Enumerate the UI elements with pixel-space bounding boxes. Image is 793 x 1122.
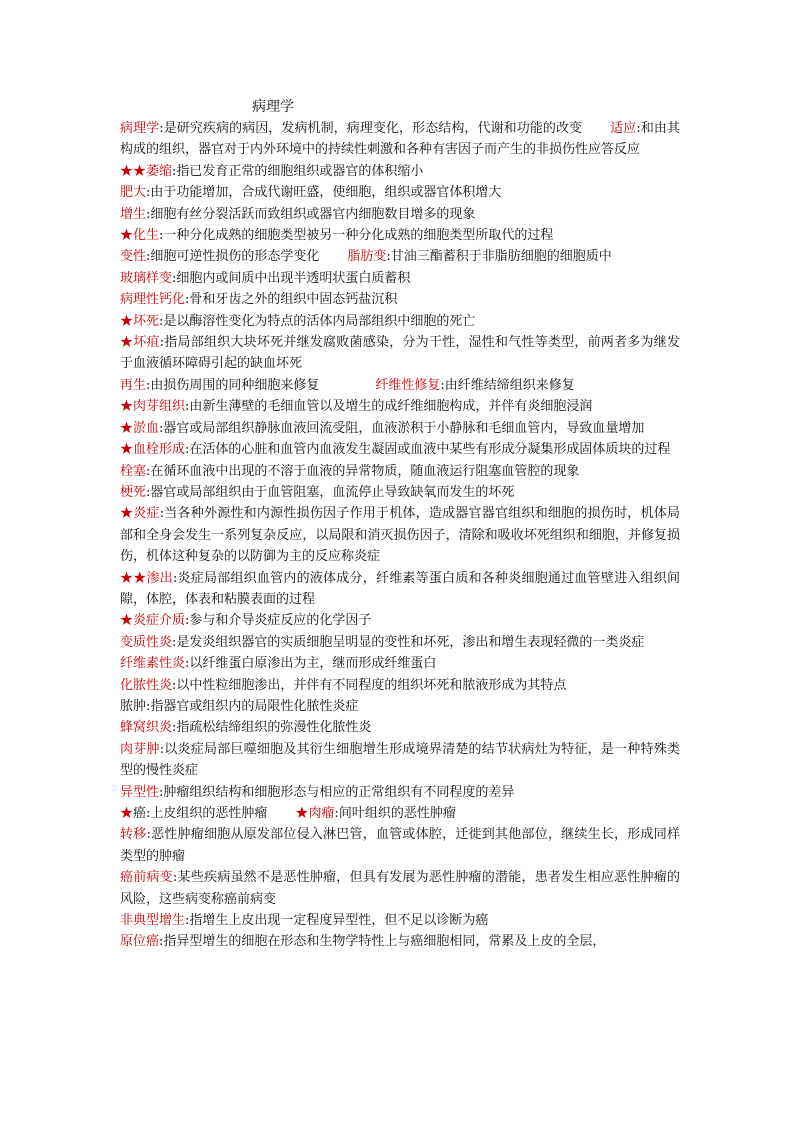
definition: :是研究疾病的病因，发病机制，病理变化，形态结构，代谢和功能的改变 (159, 121, 583, 136)
term: 蜂窝织炎 (120, 720, 173, 736)
term: 化生 (133, 228, 160, 244)
term: 梗死 (120, 484, 147, 500)
definition: :由新生薄壁的毛细血管以及增生的成纤维细胞构成，并伴有炎细胞浸润 (185, 399, 593, 415)
term: 异型性 (120, 784, 160, 800)
definition: :以纤维蛋白原渗出为主，继而形成纤维蛋白 (185, 656, 437, 672)
term: 萎缩 (146, 163, 173, 179)
term: 淤血 (133, 420, 160, 436)
term: 肉芽组织 (133, 399, 186, 415)
term: 血栓形成 (133, 442, 186, 458)
definition: :恶性肿瘤细胞从原发部位侵入淋巴管，血管或体腔，迁徙到其他部位，继续生长，形成同样类型的肿瘤 (120, 827, 680, 864)
term: 肉瘤 (308, 806, 335, 821)
definition: :细胞有丝分裂活跃而致组织或器官内细胞数目增多的现象 (146, 206, 476, 222)
term: 坏死 (133, 313, 160, 329)
list-item (120, 204, 680, 225)
list-item (120, 182, 680, 203)
star-mark: ★ (120, 420, 134, 436)
term: 玻璃样变 (120, 270, 173, 286)
list-item (120, 375, 680, 396)
star-mark: ★★ (120, 570, 147, 586)
definition: :器官或局部组织静脉血液回流受阻，血液淤积于小静脉和毛细血管内，导致血量增加 (159, 420, 645, 436)
list-item (120, 931, 680, 952)
definition: :甘油三酯蓄积于非脂肪细胞的细胞质中 (386, 249, 612, 265)
list-item (120, 568, 680, 611)
star-mark: ★ (120, 335, 134, 351)
definition: :骨和牙齿之外的组织中固态钙盐沉积 (185, 292, 398, 308)
list-item (120, 246, 680, 267)
list-item (120, 675, 680, 696)
star-mark: ★ (120, 228, 134, 244)
definition: :是发炎组织器官的实质细胞呈明显的变性和坏死，渗出和增生表现轻微的一类炎症 (172, 634, 645, 650)
document-page (120, 96, 680, 953)
definition: :某些疾病虽然不是恶性肿瘤，但具有发展为恶性肿瘤的潜能，患者发生相应恶性肿瘤的风险，这些病变称癌前病变 (120, 870, 680, 907)
term: 肥大 (120, 185, 147, 201)
term: 脓肿 (120, 698, 147, 714)
star-mark: ★ (120, 399, 134, 415)
definition: :在循环血液中出现的不溶于血液的异常物质，随血液运行阻塞血管腔的现象 (146, 463, 580, 479)
list-item (120, 739, 680, 782)
term: 变质性炎 (120, 634, 173, 650)
list-item (120, 503, 680, 567)
star-mark: ★★ (120, 163, 147, 179)
term: 病理性钙化 (120, 292, 186, 308)
definition: :由损伤周围的同种细胞来修复 (146, 377, 320, 393)
star-mark: ★ (120, 806, 134, 821)
definition: :指增生上皮出现一定程度异型性，但不足以诊断为癌 (185, 913, 489, 929)
term: 癌前病变 (120, 870, 173, 886)
definition: :指已发育正常的细胞组织或器官的体积缩小 (172, 163, 424, 179)
star-mark: ★ (120, 442, 134, 458)
list-item (120, 289, 680, 310)
star-mark: ★ (120, 506, 134, 522)
list-item (120, 332, 680, 375)
definition: :指疏松结缔组织的弥漫性化脓性炎 (172, 720, 372, 736)
term: 原位癌 (120, 934, 160, 950)
term: 坏疽 (133, 335, 160, 351)
definition: :细胞内或间质中出现半透明状蛋白质蓄积 (172, 270, 411, 286)
star-mark: ★ (295, 806, 309, 821)
definition: :以炎症局部巨噬细胞及其衍生细胞增生形成境界清楚的结节状病灶为特征，是一种特殊类型的慢性炎症 (120, 741, 680, 779)
term: 纤维性修复 (375, 377, 441, 393)
list-item (120, 418, 680, 439)
list-item (120, 396, 680, 417)
list-item (120, 268, 680, 289)
term: 栓塞 (120, 463, 147, 479)
definition: :指局部组织大块坏死并继发腐败菌感染，分为干性，湿性和气性等类型，前两者多为继发于血液循环障碍引起的缺血坏死 (120, 335, 680, 372)
list-item (120, 867, 680, 910)
term: 变性 (120, 249, 147, 265)
definition: :器官或局部组织由于血管阻塞，血流停止导致缺氧而发生的坏死 (146, 484, 515, 500)
definition: :炎症局部组织血管内的液体成分，纤维素等蛋白质和各种炎细胞通过血管壁进入组织间隙，体腔，体表和粘膜表面的过程 (120, 570, 680, 607)
term: 纤维素性炎 (120, 656, 186, 672)
term: 炎症 (133, 506, 160, 522)
list-item (120, 803, 680, 824)
term: 非典型增生 (120, 913, 186, 929)
term: 炎症介质 (133, 613, 186, 629)
definition: :指异型增生的细胞在形态和生物学特性上与癌细胞相同，常累及上皮的全层， (159, 934, 606, 950)
list-item (120, 610, 680, 631)
definition: :当各种外源性和内源性损伤因子作用于机体，造成器官器官组织和细胞的损伤时，机体局部和全身会发生一系列复杂反应，以局限和消灭损伤因子，清除和吸收坏死组织和细胞，并修复损伤，机体这种复杂的以防御为主的反应称炎症 (120, 506, 680, 565)
definition: :指器官或组织内的局限性化脓性炎症 (146, 698, 359, 714)
list-item (120, 910, 680, 931)
definition: :以中性粒细胞渗出，并伴有不同程度的组织坏死和脓液形成为其特点 (172, 677, 567, 693)
term: 转移 (120, 827, 147, 843)
definition: :肿瘤组织结构和细胞形态与相应的正常组织有不同程度的差异 (159, 784, 515, 800)
term: 癌 (133, 806, 147, 821)
definition: :和由其构成的组织，器官对于内外环境中的持续性刺激和各种有害因子而产生的非损伤性应答反应 (120, 121, 680, 158)
term: 肉芽肿 (120, 741, 160, 757)
term: 渗出 (146, 570, 173, 586)
term: 化脓性炎 (120, 677, 173, 693)
list-item (120, 311, 680, 332)
definition: :在活体的心脏和血管内血液发生凝固或血液中某些有形成分凝集形成固体质块的过程 (185, 442, 671, 458)
definition: :是以酶溶性变化为特点的活体内局部组织中细胞的死亡 (159, 313, 476, 329)
definition: :参与和介导炎症反应的化学因子 (185, 613, 372, 629)
list-item (120, 824, 680, 867)
list-item (120, 461, 680, 482)
list-item (120, 482, 680, 503)
list-item (120, 782, 680, 803)
definition: :一种分化成熟的细胞类型被另一种分化成熟的细胞类型所取代的过程 (159, 228, 554, 244)
list-item (120, 717, 680, 738)
term: 病理学 (120, 121, 160, 136)
list-item (120, 696, 680, 717)
page-title: 病理学 (252, 99, 294, 115)
list-item (120, 225, 680, 246)
definition: :上皮组织的恶性肿瘤 (146, 806, 268, 821)
list-item (120, 653, 680, 674)
term: 适应 (610, 121, 637, 136)
definition: :由于功能增加，合成代谢旺盛，使细胞，组织或器官体积增大 (146, 185, 502, 201)
term: 再生 (120, 377, 147, 393)
definition: :由纤维结缔组织来修复 (440, 377, 575, 393)
list-item (120, 161, 680, 182)
term: 脂肪变 (347, 249, 387, 265)
list-item (120, 632, 680, 653)
definition: :间叶组织的恶性肿瘤 (334, 806, 456, 821)
list-item (120, 118, 680, 161)
term: 增生 (120, 206, 147, 222)
star-mark: ★ (120, 313, 134, 329)
definition: :细胞可逆性损伤的形态学变化 (146, 249, 320, 265)
list-item (120, 439, 680, 460)
star-mark: ★ (120, 613, 134, 629)
